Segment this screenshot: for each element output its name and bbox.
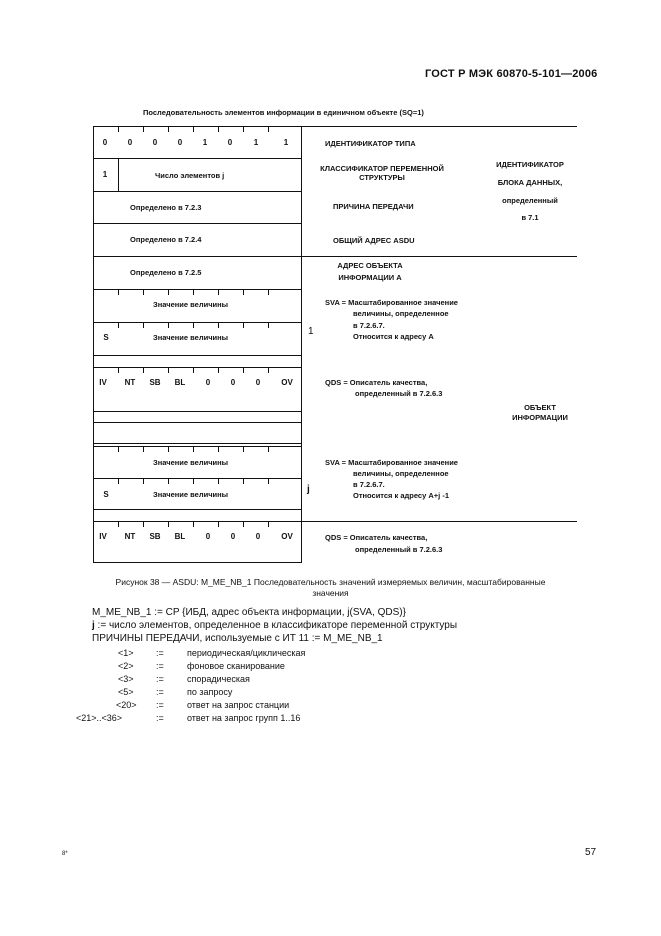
tick — [218, 521, 219, 527]
qds-bit: OV — [281, 378, 293, 387]
tick — [168, 289, 169, 295]
sva-1-line4: Относится к адресу А — [353, 332, 434, 341]
tick — [193, 367, 194, 373]
qds-bit: 0 — [230, 378, 236, 387]
type-bit: 1 — [202, 138, 208, 147]
tick — [243, 126, 244, 132]
sep — [93, 422, 302, 423]
tick — [118, 289, 119, 295]
sva-j-line2: величины, определенное — [353, 469, 449, 478]
definition-line1: M_ME_NB_1 := CP {ИБД, адрес объекта информации, j(SVA, QDS)} — [92, 607, 406, 618]
tick — [168, 478, 169, 484]
tick — [193, 289, 194, 295]
tick — [118, 126, 119, 132]
sep — [93, 355, 302, 356]
cot-meaning: периодическая/циклическая — [187, 648, 306, 658]
cot-code: <20> — [116, 700, 137, 710]
figure-caption-line1: Рисунок 38 — ASDU: M_ME_NB_1 Последовательность значений измеряемых величин, масштабированные — [115, 577, 546, 587]
sep — [93, 256, 302, 257]
tick — [168, 126, 169, 132]
tick — [243, 367, 244, 373]
tick — [168, 322, 169, 328]
type-bit: 0 — [177, 138, 183, 147]
qds-j-bit: NT — [124, 532, 136, 541]
qds-j-line2: определенный в 7.2.6.3 — [355, 545, 443, 554]
qds-1-line2: определенный в 7.2.6.3 — [355, 389, 443, 398]
tick — [218, 446, 219, 452]
tick — [268, 322, 269, 328]
value-low-text: Значение величины — [153, 333, 229, 342]
tick — [143, 446, 144, 452]
tick — [193, 521, 194, 527]
tick — [193, 126, 194, 132]
common-address-text: Определено в 7.2.4 — [130, 235, 202, 244]
sva-1-line3: в 7.2.6.7. — [353, 321, 385, 330]
cot-text: Определено в 7.2.3 — [130, 203, 202, 212]
cot-meaning: спорадическая — [187, 674, 250, 684]
tick — [268, 289, 269, 295]
obj-label-1: ОБЪЕКТ — [524, 403, 556, 412]
ioa-label-1: АДРЕС ОБЪЕКТА — [337, 261, 403, 270]
tick — [243, 446, 244, 452]
tick — [143, 521, 144, 527]
qds-bit: 0 — [255, 378, 261, 387]
qds-j-bit: 0 — [255, 532, 261, 541]
tick — [118, 478, 119, 484]
sep — [93, 191, 302, 192]
sep — [93, 443, 302, 444]
sva-1-line2: величины, определенное — [353, 309, 449, 318]
type-bit: 0 — [127, 138, 133, 147]
tick — [218, 478, 219, 484]
qds-bit: 0 — [205, 378, 211, 387]
tick — [243, 478, 244, 484]
cot-op: := — [156, 700, 164, 710]
tick — [118, 367, 119, 373]
bracket-1: 1 — [308, 326, 314, 337]
dui-label-4: в 7.1 — [521, 213, 539, 222]
sep — [93, 322, 302, 323]
tick — [243, 322, 244, 328]
tick — [218, 367, 219, 373]
type-bit: 1 — [253, 138, 259, 147]
tick — [268, 446, 269, 452]
type-bit: 0 — [227, 138, 233, 147]
cot-meaning: фоновое сканирование — [187, 661, 285, 671]
cot-code: <2> — [118, 661, 134, 671]
vsq-divider — [118, 158, 119, 191]
cot-op: := — [156, 661, 164, 671]
tick — [243, 289, 244, 295]
definition-line2 — [92, 620, 457, 631]
tick — [143, 289, 144, 295]
definition-line3: ПРИЧИНЫ ПЕРЕДАЧИ, используемые с ИТ 11 := M_ME_NB_1 — [92, 633, 383, 644]
cot-op: := — [156, 687, 164, 697]
sva-1-line1: SVA = Масштабированное значение — [325, 298, 458, 307]
common-address-label: ОБЩИЙ АДРЕС ASDU — [333, 236, 415, 245]
tick — [268, 367, 269, 373]
cot-op: := — [156, 674, 164, 684]
tick — [268, 478, 269, 484]
figure-title: Последовательность элементов информации в единичном объекте (SQ=1) — [143, 108, 424, 117]
sep — [93, 411, 302, 412]
type-bit: 0 — [102, 138, 108, 147]
value-j-low-text: Значение величины — [153, 490, 229, 499]
qds-j-bit: 0 — [205, 532, 211, 541]
qds-bit: NT — [124, 378, 136, 387]
qds-j-bit: OV — [281, 532, 293, 541]
type-bit: 0 — [152, 138, 158, 147]
definition-j: j — [92, 620, 95, 631]
tick — [143, 367, 144, 373]
cot-code: <3> — [118, 674, 134, 684]
sign-bit: S — [103, 333, 109, 342]
sep — [93, 289, 302, 290]
tick — [168, 446, 169, 452]
sign-bit-j: S — [103, 490, 109, 499]
dui-label-2: БЛОКА ДАННЫХ, — [497, 178, 563, 187]
cot-op: := — [156, 713, 164, 723]
type-bit: 1 — [283, 138, 289, 147]
dui-label-1: ИДЕНТИФИКАТОР — [496, 160, 564, 169]
sep — [93, 521, 302, 522]
cot-meaning: ответ на запрос станции — [187, 700, 290, 710]
sep — [93, 223, 302, 224]
qds-j-bit: 0 — [230, 532, 236, 541]
tick — [268, 521, 269, 527]
footer-mark: 8* — [62, 851, 68, 857]
tick — [118, 521, 119, 527]
ioa-label-2: ИНФОРМАЦИИ А — [338, 273, 402, 282]
qds-j-bit: SB — [149, 532, 161, 541]
tick — [218, 322, 219, 328]
sva-j-line4: Относится к адресу А+j -1 — [353, 491, 449, 500]
cot-meaning: ответ на запрос групп 1..16 — [187, 713, 301, 723]
cot-code: <21>..<36> — [76, 713, 123, 723]
sva-j-line1: SVA = Масштабированное значение — [325, 458, 458, 467]
qds-j-line1: QDS = Описатель качества, — [325, 533, 428, 542]
sep — [93, 509, 302, 510]
qds-bit: BL — [174, 378, 186, 387]
vsq-sq-bit: 1 — [102, 170, 108, 179]
sep — [93, 446, 302, 447]
definition-line2-text: := число элементов, определенное в классификаторе переменной структуры — [94, 620, 458, 631]
tick — [268, 126, 269, 132]
cot-code: <5> — [118, 687, 134, 697]
sep — [93, 367, 302, 368]
dui-label-3: определенный — [502, 196, 558, 205]
object-bottom-line — [302, 521, 577, 522]
qds-bit: IV — [99, 378, 107, 387]
value-j-high-text: Значение величины — [153, 458, 229, 467]
tick — [118, 322, 119, 328]
tick — [193, 446, 194, 452]
tick — [218, 126, 219, 132]
value-high-text: Значение величины — [153, 300, 229, 309]
tick — [193, 478, 194, 484]
cot-label: ПРИЧИНА ПЕРЕДАЧИ — [333, 202, 414, 211]
ioa-text: Определено в 7.2.5 — [130, 268, 202, 277]
qds-j-bit: IV — [99, 532, 107, 541]
sep — [93, 478, 302, 479]
type-id-label: ИДЕНТИФИКАТОР ТИПА — [325, 139, 416, 148]
frame-top-line — [93, 126, 577, 127]
figure-caption-line2: значения — [312, 588, 349, 598]
tick — [193, 322, 194, 328]
standard-header: ГОСТ Р МЭК 60870-5-101—2006 — [425, 68, 598, 80]
qds-j-bit: BL — [174, 532, 186, 541]
tick — [143, 126, 144, 132]
object-top-line — [302, 256, 577, 257]
cot-meaning: по запросу — [187, 687, 233, 697]
qds-1-line1: QDS = Описатель качества, — [325, 378, 428, 387]
cot-op: := — [156, 648, 164, 658]
tick — [143, 322, 144, 328]
tick — [143, 478, 144, 484]
tick — [168, 367, 169, 373]
page-number: 57 — [585, 847, 597, 858]
tick — [168, 521, 169, 527]
vsq-count: Число элементов j — [155, 171, 225, 180]
cot-code: <1> — [118, 648, 134, 658]
tick — [218, 289, 219, 295]
qds-bit: SB — [149, 378, 161, 387]
sva-j-line3: в 7.2.6.7. — [353, 480, 385, 489]
tick — [243, 521, 244, 527]
vsq-label: КЛАССИФИКАТОР ПЕРЕМЕННОЙ СТРУКТУРЫ — [320, 164, 444, 182]
obj-label-2: ИНФОРМАЦИИ — [512, 413, 568, 422]
bracket-j: j — [307, 484, 310, 495]
sep — [93, 158, 302, 159]
tick — [118, 446, 119, 452]
